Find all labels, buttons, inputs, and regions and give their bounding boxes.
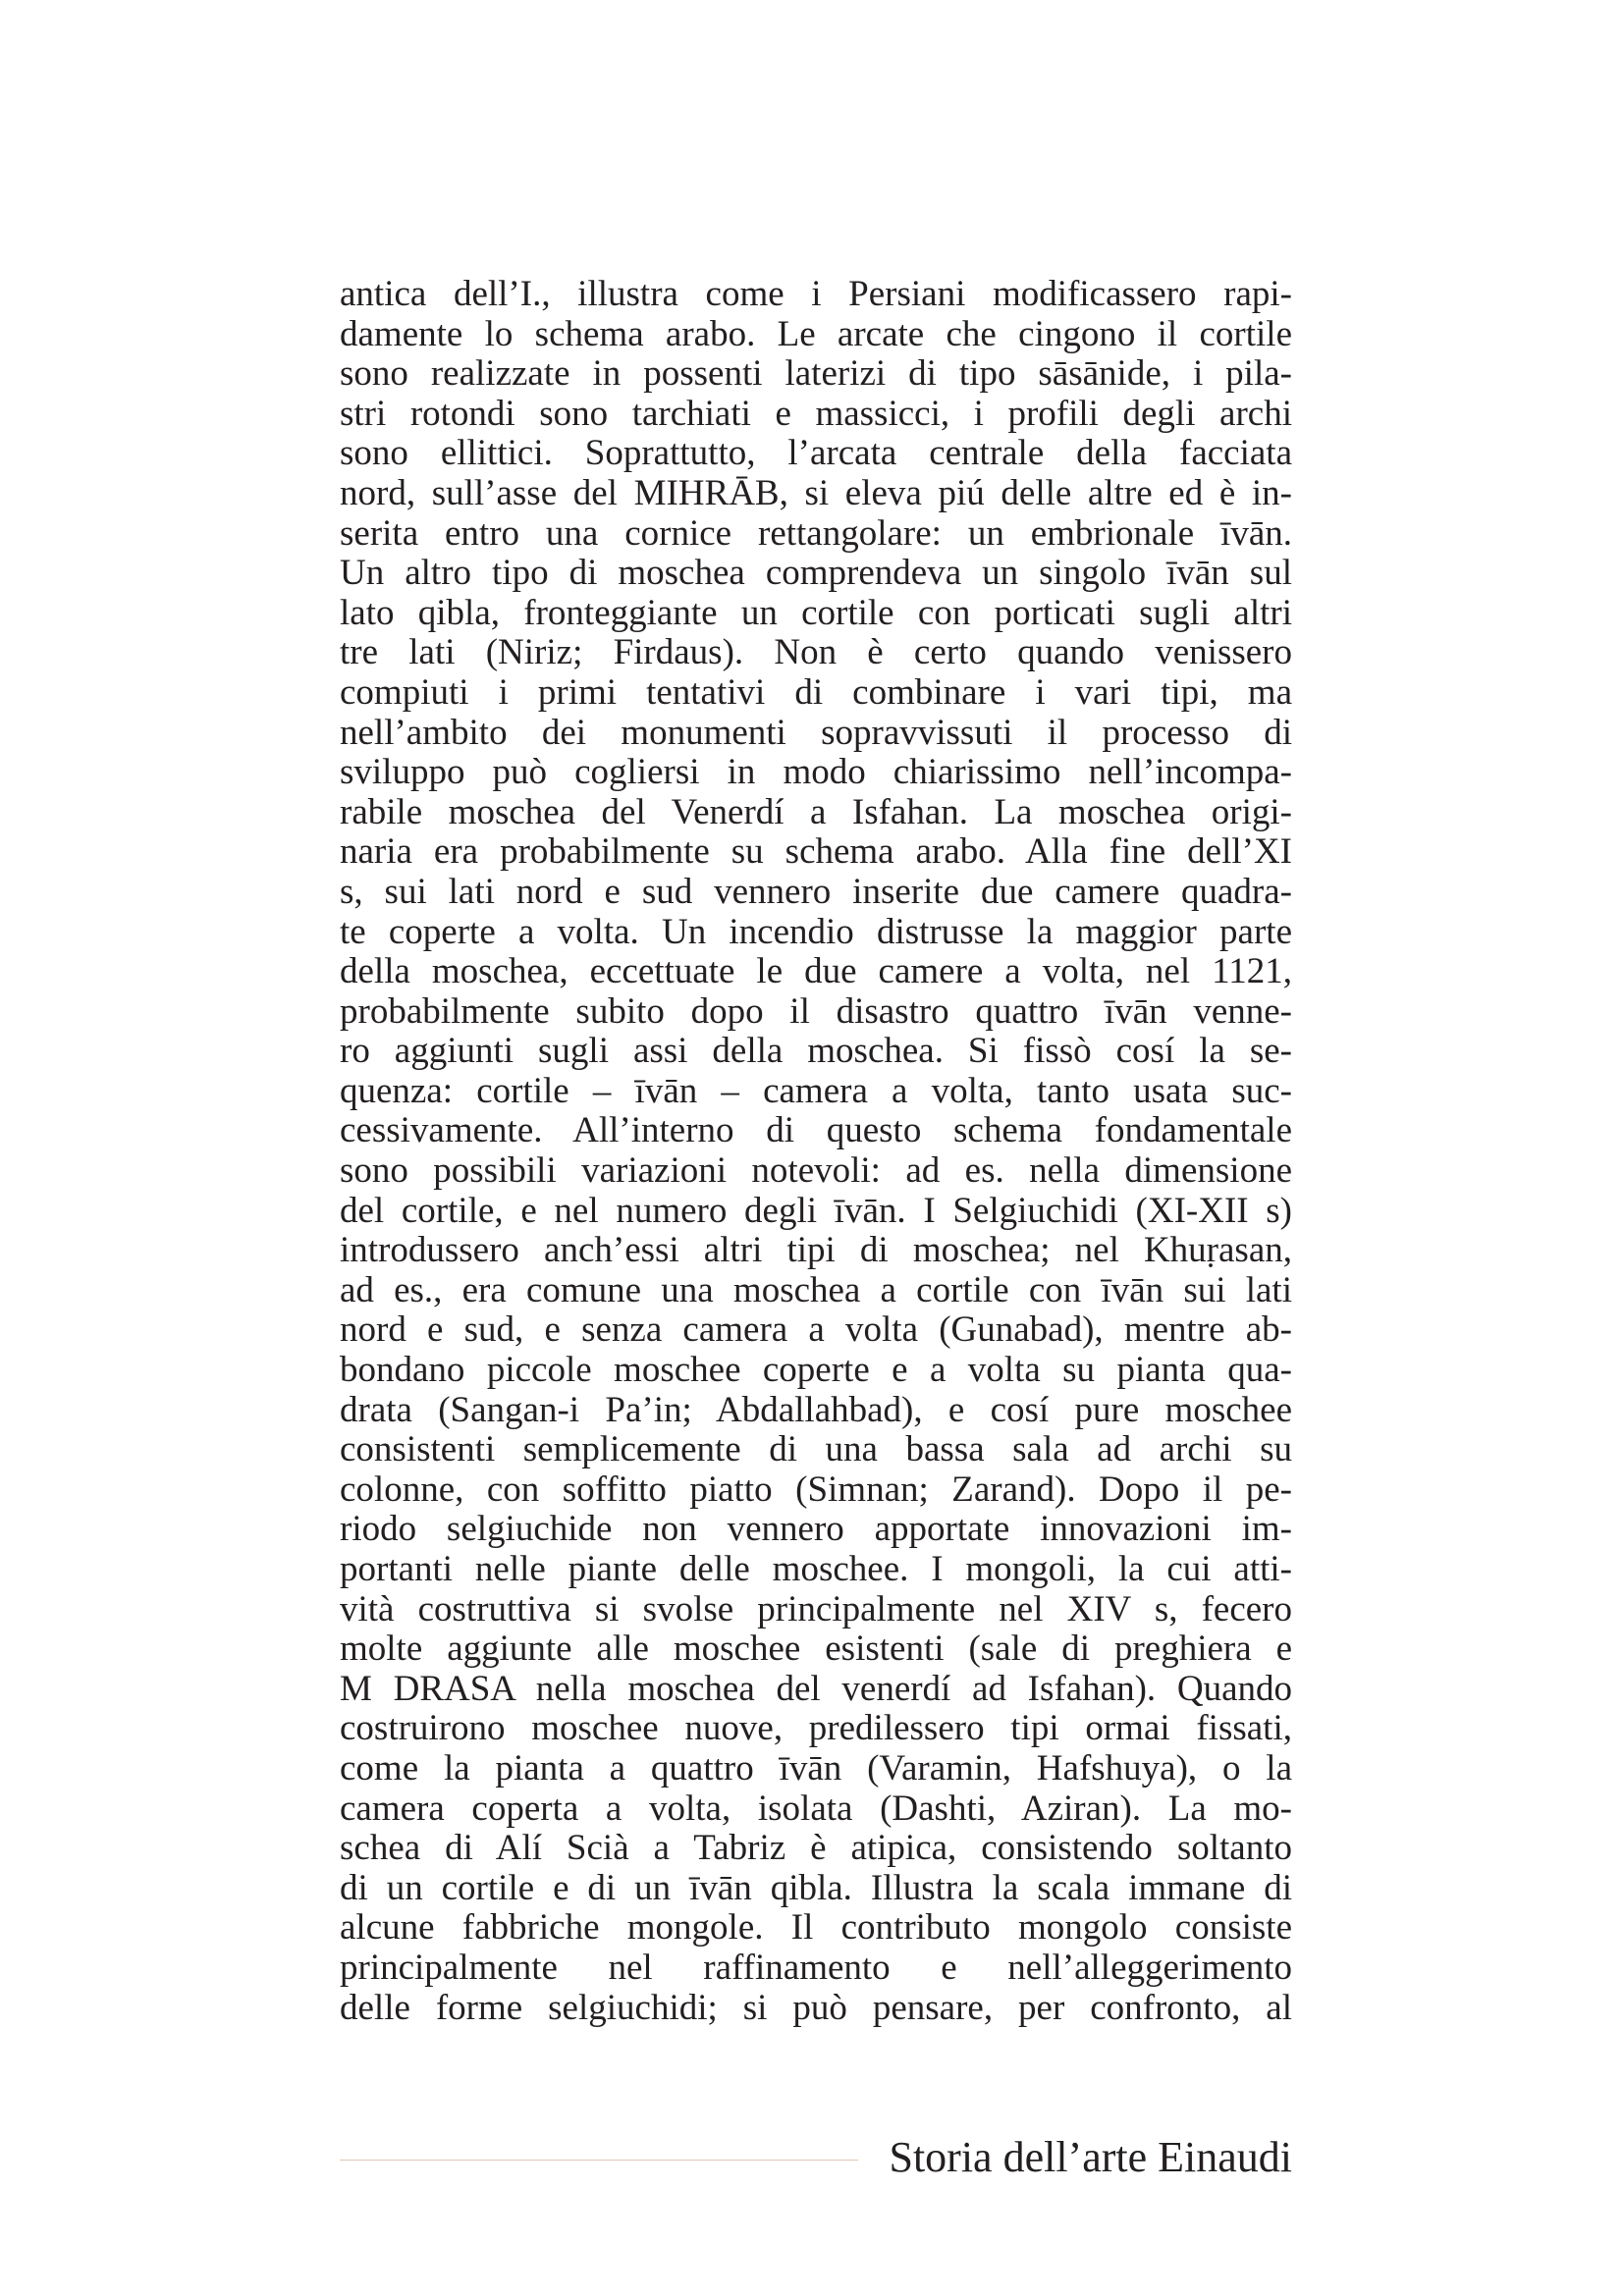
body-line: te coperte a volta. Un incendio distrusse la maggior parte (340, 912, 1292, 952)
body-line: stri rotondi sono tarchiati e massicci, i profili degli archi (340, 394, 1292, 434)
body-line: ro aggiunti sugli assi della moschea. Si fissò cosí la se- (340, 1032, 1292, 1072)
body-line: della moschea, eccettuate le due camere a volta, nel 1121, (340, 952, 1292, 992)
body-line: colonne, con soffitto piatto (Simnan; Zarand). Dopo il pe- (340, 1469, 1292, 1510)
body-line: quenza: cortile – īvān – camera a volta, tanto usata suc- (340, 1071, 1292, 1111)
body-line: antica dell’I., illustra come i Persiani modificassero rapi- (340, 275, 1292, 314)
body-line: portanti nelle piante delle moschee. I mongoli, la cui atti- (340, 1550, 1292, 1589)
body-line: camera coperta a volta, isolata (Dashti, Aziran). La mo- (340, 1789, 1292, 1829)
body-line: bondano piccole moschee coperte e a volta su pianta qua- (340, 1351, 1292, 1391)
body-line: ad es., era comune una moschea a cortile con īvān sui lati (340, 1270, 1292, 1310)
body-line: del cortile, e nel numero degli īvān. I Selgiuchidi (XI-XII s) (340, 1191, 1292, 1231)
body-line: riodo selgiuchide non vennero apportate innovazioni im- (340, 1510, 1292, 1550)
body-line: consistenti semplicemente di una bassa sala ad archi su (340, 1430, 1292, 1470)
body-line: nell’ambito dei monumenti sopravvissuti il processo di (340, 713, 1292, 753)
body-line: Un altro tipo di moschea comprendeva un singolo īvān sul (340, 554, 1292, 594)
body-line: lato qibla, fronteggiante un cortile con porticati sugli altri (340, 593, 1292, 633)
body-line: probabilmente subito dopo il disastro quattro īvān venne- (340, 991, 1292, 1032)
body-line: alcune fabbriche mongole. Il contributo mongolo consiste (340, 1908, 1292, 1949)
body-line: costruirono moschee nuove, predilessero tipi ormai fissati, (340, 1709, 1292, 1749)
body-line: di un cortile e di un īvān qibla. Illustra la scala immane di (340, 1868, 1292, 1908)
body-line: molte aggiunte alle moschee esistenti (sale di preghiera e (340, 1629, 1292, 1670)
body-line: sono ellittici. Soprattutto, l’arcata centrale della facciata (340, 434, 1292, 474)
body-line: delle forme selgiuchidi; si può pensare, per confronto, al (340, 1988, 1292, 2028)
body-line: compiuti i primi tentativi di combinare i vari tipi, ma (340, 672, 1292, 713)
footer-title: Storia dell’arte Einaudi (889, 2133, 1292, 2181)
body-line: tre lati (Niriz; Firdaus). Non è certo quando venissero (340, 633, 1292, 673)
body-line: cessivamente. All’interno di questo schema fondamentale (340, 1111, 1292, 1151)
body-line: sviluppo può cogliersi in modo chiarissimo nell’incompa- (340, 753, 1292, 793)
body-line: naria era probabilmente su schema arabo. Alla fine dell’XI (340, 832, 1292, 873)
body-line: serita entro una cornice rettangolare: un embrionale īvān. (340, 513, 1292, 554)
body-line: introdussero anch’essi altri tipi di moschea; nel Khuṛasan, (340, 1231, 1292, 1271)
body-line: damente lo schema arabo. Le arcate che cingono il cortile (340, 314, 1292, 354)
footer-rule (340, 2160, 858, 2161)
body-line: rabile moschea del Venerdí a Isfahan. La moschea origi- (340, 792, 1292, 832)
body-line: principalmente nel raffinamento e nell’alleggerimento (340, 1948, 1292, 1988)
body-line: nord, sull’asse del MIHRĀB, si eleva piú delle altre ed è in- (340, 473, 1292, 513)
body-line: schea di Alí Scià a Tabriz è atipica, consistendo soltanto (340, 1829, 1292, 1869)
body-line: sono possibili variazioni notevoli: ad es. nella dimensione (340, 1151, 1292, 1192)
body-text (340, 275, 1292, 2028)
body-line: come la pianta a quattro īvān (Varamin, Hafshuya), o la (340, 1748, 1292, 1789)
body-line: drata (Sangan-i Pa’in; Abdallahbad), e cosí pure moschee (340, 1390, 1292, 1430)
body-line: nord e sud, e senza camera a volta (Gunabad), mentre ab- (340, 1310, 1292, 1351)
body-line: vità costruttiva si svolse principalmente nel XIV s, fecero (340, 1589, 1292, 1629)
body-line: M DRASA nella moschea del venerdí ad Isfahan). Quando (340, 1669, 1292, 1709)
body-line: sono realizzate in possenti laterizi di tipo sāsānide, i pila- (340, 354, 1292, 395)
body-line: s, sui lati nord e sud vennero inserite due camere quadra- (340, 872, 1292, 912)
